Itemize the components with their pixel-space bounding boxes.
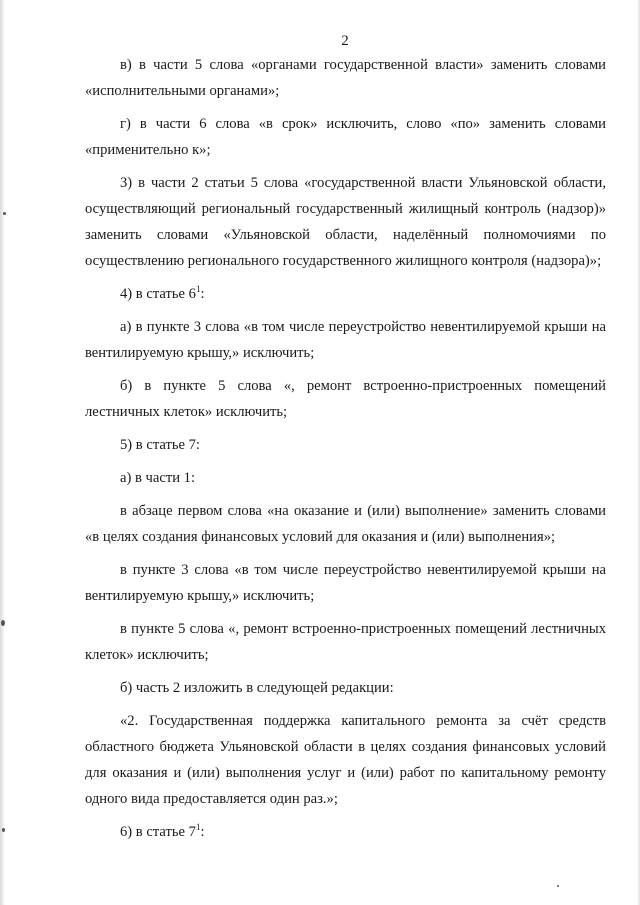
paragraph xyxy=(85,432,606,458)
paragraph xyxy=(85,314,606,366)
page-number: 2 xyxy=(341,33,349,49)
paragraph xyxy=(85,708,606,812)
scan-speck xyxy=(2,828,5,832)
paragraph-text: в) в части 5 слова «органами государственной власти» заменить словами «исполнительными органами»; xyxy=(85,57,606,99)
paragraph-text: б) часть 2 изложить в следующей редакции: xyxy=(120,680,394,696)
paragraph-text: а) в пункте 3 слова «в том числе переустройство невентилируемой крыши на вентилируемую крышу,» исключить; xyxy=(85,319,606,361)
scan-edge-left xyxy=(0,0,5,905)
paragraph xyxy=(85,111,606,163)
paragraph xyxy=(85,675,606,701)
paragraph-text: 5) в статье 7: xyxy=(120,437,200,453)
document-body xyxy=(85,52,606,845)
paragraph-text: 4) в статье 6 xyxy=(120,286,196,302)
paragraph-tail: : xyxy=(200,824,205,840)
paragraph xyxy=(85,52,606,104)
paragraph xyxy=(85,465,606,491)
paragraph-text: в абзаце первом слова «на оказание и (или) выполнение» заменить словами «в целях создания финансовых условий для оказания и (или) выполнения»; xyxy=(85,503,606,545)
paragraph xyxy=(85,373,606,425)
paragraph-tail: : xyxy=(200,286,205,302)
paragraph-text: «2. Государственная поддержка капитального ремонта за счёт средств областного бюджета Ульяновской области в целях создания финансовых условий для оказания и (или) выполнения услуг и (или) работ по капитальному ремонту одного вида предоставляется один раз.»; xyxy=(85,713,606,807)
paragraph-text: в пункте 3 слова «в том числе переустройство невентилируемой крыши на вентилируемую крышу,» исключить; xyxy=(85,562,606,604)
paragraph-text: б) в пункте 5 слова «, ремонт встроенно-пристроенных помещений лестничных клеток» исключить; xyxy=(85,378,606,420)
superscript: 1 xyxy=(195,284,201,295)
paragraph xyxy=(85,557,606,609)
scan-speck xyxy=(1,620,5,626)
paragraph xyxy=(85,498,606,550)
scan-speck xyxy=(3,212,6,215)
paragraph-text: 6) в статье 7 xyxy=(120,824,196,840)
scan-speck xyxy=(557,885,559,887)
paragraph-text: в пункте 5 слова «, ремонт встроенно-пристроенных помещений лестничных клеток» исключить; xyxy=(85,621,606,663)
superscript: 1 xyxy=(195,822,201,833)
paragraph-text: а) в части 1: xyxy=(120,470,196,486)
paragraph xyxy=(85,170,606,274)
paragraph-text: 3) в части 2 статьи 5 слова «государственной власти Ульяновской области, осуществляющий региональный государственный жилищный контроль (надзор)» заменить словами «Ульяновской области, наделённый полномочиями по осуществлению регионального государственного жилищного контроля (надзора)»; xyxy=(85,175,606,269)
paragraph xyxy=(85,819,606,845)
paragraph xyxy=(85,616,606,668)
paragraph-text: г) в части 6 слова «в срок» исключить, слово «по» заменить словами «применительно к»; xyxy=(85,116,606,158)
paragraph xyxy=(85,281,606,307)
